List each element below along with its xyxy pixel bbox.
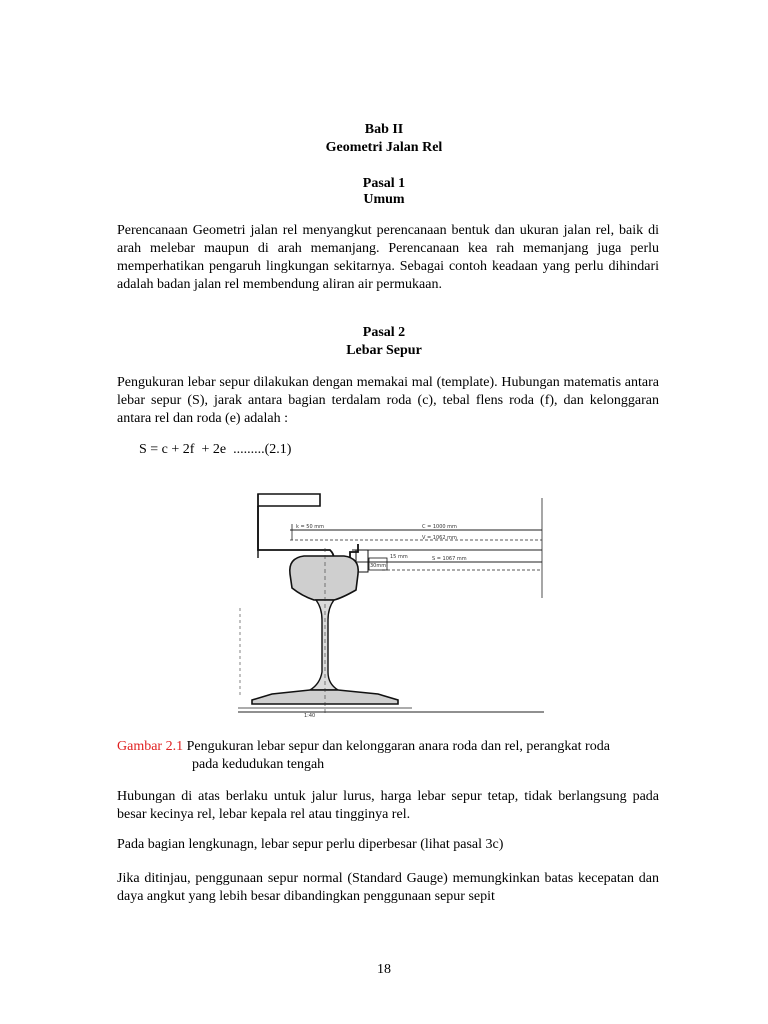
label-c: C = 1000 mm [422,524,457,530]
section-2-label: Pasal 2 [362,325,406,340]
paragraph-1: Perencanaan Geometri jalan rel menyangkut perencanaan bentuk dan ukuran jalan rel, baik di arah melebar maupun di arah memanjang. Perencanaan kea rah memanjang juga perlu memperhatikan pengaruh lingkungan sekitarnya. Sebagai contoh keadaan yang perlu dihindari adalah badan jalan rel membendung aliran air permukaan. [117,223,659,292]
chapter-title: Geometri Jalan Rel [325,140,443,155]
section-1-label: Pasal 1 [362,176,406,191]
rail-gauge-figure [232,488,552,720]
page-number: 18 [377,962,391,977]
label-30mm: 30mm [370,563,387,569]
caption-label: Gambar 2.1 [117,739,184,754]
paragraph-3: Hubungan di atas berlaku untuk jalur lurus, harga lebar sepur tetap, tidak berlangsung pada besar kecinya rel, lebar kepala rel atau tingginya rel. [117,789,659,822]
paragraph-4: Pada bagian lengkunagn, lebar sepur perlu diperbesar (lihat pasal 3c) [117,837,504,852]
rail-gauge-drawing [232,488,552,720]
label-v: V = 1062 mm [422,535,457,541]
caption-continuation: pada kedudukan tengah [192,757,325,772]
label-k: k = 50 mm [296,524,324,530]
label-s: S = 1067 mm [432,556,467,562]
paragraph-2: Pengukuran lebar sepur dilakukan dengan memakai mal (template). Hubungan matematis antara lebar sepur (S), jarak antara bagian terdalam roda (c), tebal flens roda (f), dan kelonggaran antara rel dan roda (e) adalah : [117,375,659,426]
caption-text: Pengukuran lebar sepur dan kelonggaran anara roda dan rel, perangkat roda [183,739,610,754]
formula-2-1: S = c + 2f + 2e .........(2.1) [139,442,292,457]
section-1-title: Umum [363,192,405,207]
chapter-label: Bab II [364,122,404,137]
paragraph-5: Jika ditinjau, penggunaan sepur normal (Standard Gauge) memungkinkan batas kecepatan dan daya angkut yang lebih besar dibandingkan penggunaan sepur sepit [117,871,659,904]
section-2-title: Lebar Sepur [346,343,422,358]
label-15mm: 15 mm [390,554,408,560]
figure-caption [117,738,659,774]
label-slope: 1:40 [304,713,316,719]
